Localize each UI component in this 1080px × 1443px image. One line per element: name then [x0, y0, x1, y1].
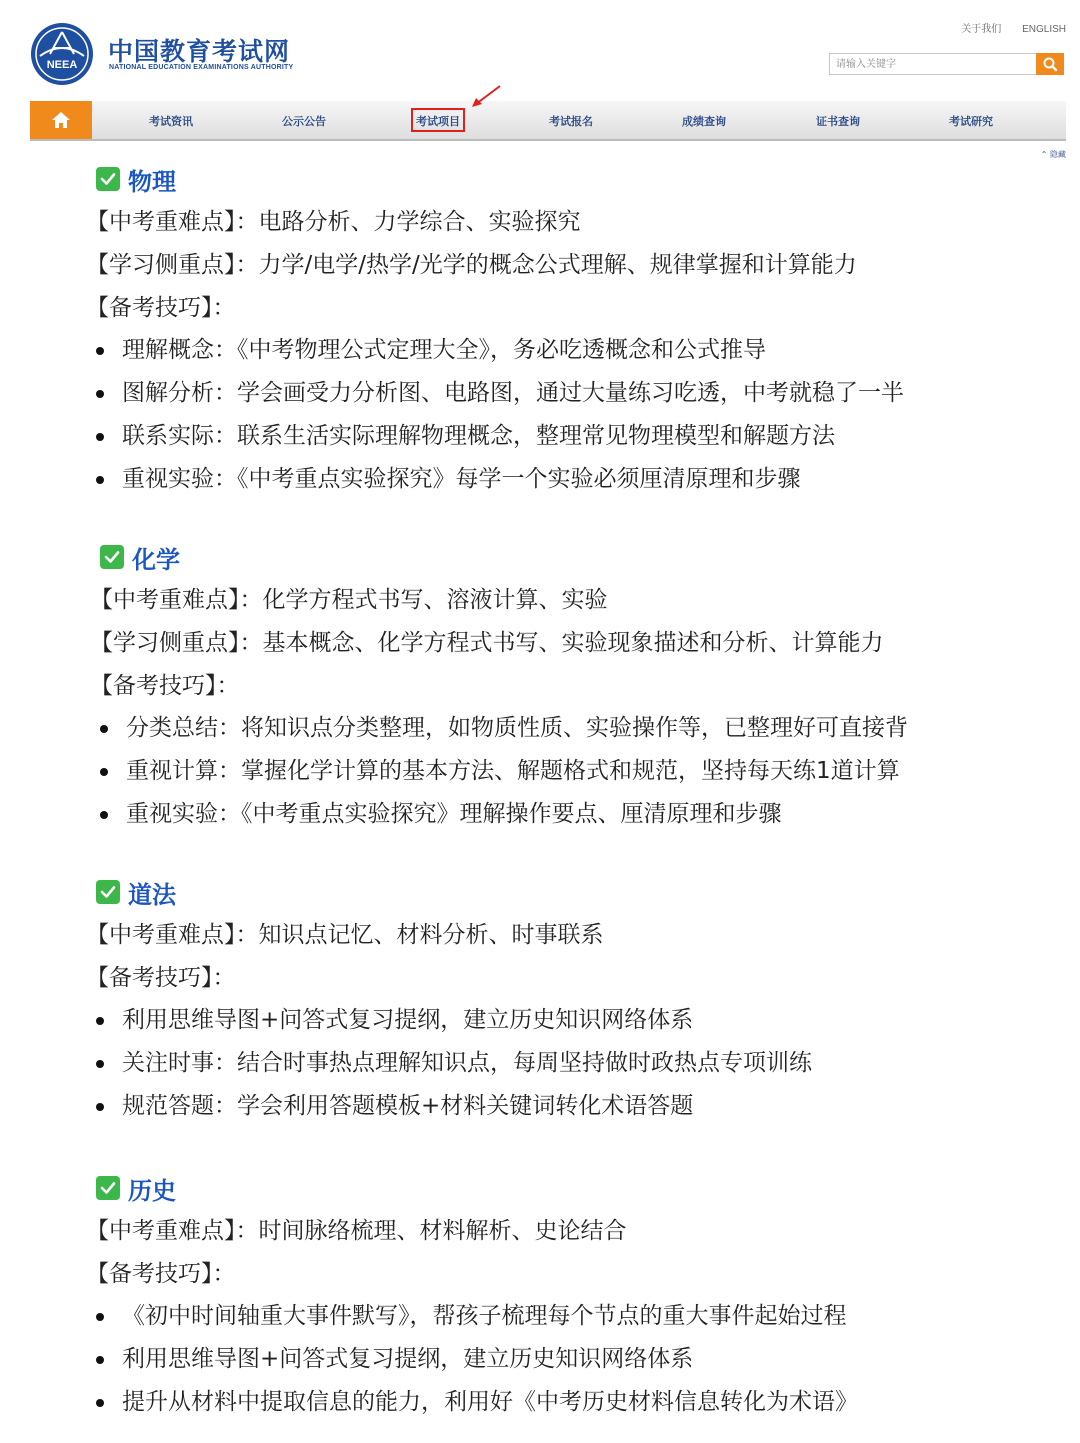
section-title-text: 历史 [128, 1176, 176, 1205]
list-item: 提升从材料中提取信息的能力，利用好《中考历史材料信息转化为术语》 [96, 1387, 858, 1417]
list-item: 规范答题：学会利用答题模板+材料关键词转化术语答题 [96, 1091, 693, 1121]
nav-home-button[interactable] [30, 101, 92, 139]
list-item: 联系实际：联系生活实际理解物理概念，整理常见物理模型和解题方法 [96, 421, 835, 451]
neea-logo-emblem[interactable] [30, 22, 94, 86]
list-item: 利用思维导图+问答式复习提纲，建立历史知识网络体系 [96, 1005, 693, 1035]
section-title-text: 道法 [128, 880, 176, 909]
check-icon [96, 880, 120, 904]
prep-tips-heading: 【备考技巧】： [86, 1261, 236, 1287]
chevron-up-icon: ⌃ [1040, 150, 1048, 159]
check-icon [100, 545, 124, 569]
list-item: 重视计算：掌握化学计算的基本方法、解题格式和规范，坚持每天练1道计算 [100, 756, 900, 786]
search-icon [1036, 53, 1064, 75]
study-focus-line: 【学习侧重点】：力学/电学/热学/光学的概念公式理解、规律掌握和计算能力 [86, 252, 857, 278]
nav-notices[interactable]: 公示公告 [282, 115, 326, 128]
about-link[interactable]: 关于我们 [961, 24, 1002, 35]
english-link[interactable]: ENGLISH [1022, 24, 1066, 35]
key-difficulty-line: 【中考重难点】：时间脉络梳理、材料解析、史论结合 [86, 1218, 627, 1244]
nav-certificate-query[interactable]: 证书查询 [816, 115, 860, 128]
site-logo-title[interactable]: 中国教育考试网 [108, 37, 291, 66]
key-difficulty-line: 【中考重难点】：知识点记忆、材料分析、时事联系 [86, 922, 604, 948]
list-item: 利用思维导图+问答式复习提纲，建立历史知识网络体系 [96, 1344, 693, 1374]
list-item: 图解分析：学会画受力分析图、电路图，通过大量练习吃透，中考就稳了一半 [96, 378, 904, 408]
study-focus-line: 【学习侧重点】：基本概念、化学方程式书写、实验现象描述和分析、计算能力 [90, 630, 884, 656]
key-difficulty-line: 【中考重难点】：电路分析、力学综合、实验探究 [86, 209, 581, 235]
hide-toggle[interactable] [1041, 149, 1066, 160]
key-difficulty-line: 【中考重难点】：化学方程式书写、溶液计算、实验 [90, 587, 608, 613]
prep-tips-heading: 【备考技巧】： [86, 965, 236, 991]
list-item: 关注时事：结合时事热点理解知识点，每周坚持做时政热点专项训练 [96, 1048, 812, 1078]
check-icon [96, 167, 120, 191]
section-title [96, 164, 176, 194]
nav-score-query[interactable]: 成绩查询 [682, 115, 726, 128]
nav-exam-news[interactable]: 考试资讯 [149, 115, 193, 128]
list-item: 《初中时间轴重大事件默写》，帮孩子梳理每个节点的重大事件起始过程 [96, 1301, 847, 1331]
nav-exam-projects[interactable]: 考试项目 [416, 115, 460, 128]
hide-label: 隐藏 [1050, 150, 1066, 159]
section-title-text: 化学 [132, 545, 180, 574]
search-input[interactable]: 请输入关键字 [829, 53, 1036, 75]
list-item: 重视实验：《中考重点实验探究》理解操作要点、厘清原理和步骤 [100, 799, 782, 829]
list-item: 分类总结：将知识点分类整理，如物质性质、实验操作等，已整理好可直接背 [100, 713, 908, 743]
section-title [96, 1173, 176, 1203]
section-title [96, 877, 176, 907]
check-icon [96, 1176, 120, 1200]
site-header [0, 0, 1080, 159]
site-logo-subtitle: NATIONAL EDUCATION EXAMINATIONS AUTHORITY [109, 64, 294, 71]
list-item: 理解概念：《中考物理公式定理大全》，务必吃透概念和公式推导 [96, 335, 766, 365]
main-nav [30, 101, 1066, 141]
home-icon [30, 101, 92, 139]
section-title [100, 542, 180, 572]
list-item: 重视实验：《中考重点实验探究》每学一个实验必须厘清原理和步骤 [96, 464, 801, 494]
annotation-arrow-icon [468, 84, 504, 110]
nav-exam-registration[interactable]: 考试报名 [549, 115, 593, 128]
emblem-text: NEEA [46, 59, 78, 71]
nav-exam-research[interactable]: 考试研究 [949, 115, 993, 128]
top-links [943, 20, 1066, 35]
prep-tips-heading: 【备考技巧】： [90, 673, 240, 699]
prep-tips-heading: 【备考技巧】： [86, 295, 236, 321]
section-title-text: 物理 [128, 167, 176, 196]
search-button[interactable] [1036, 53, 1064, 75]
